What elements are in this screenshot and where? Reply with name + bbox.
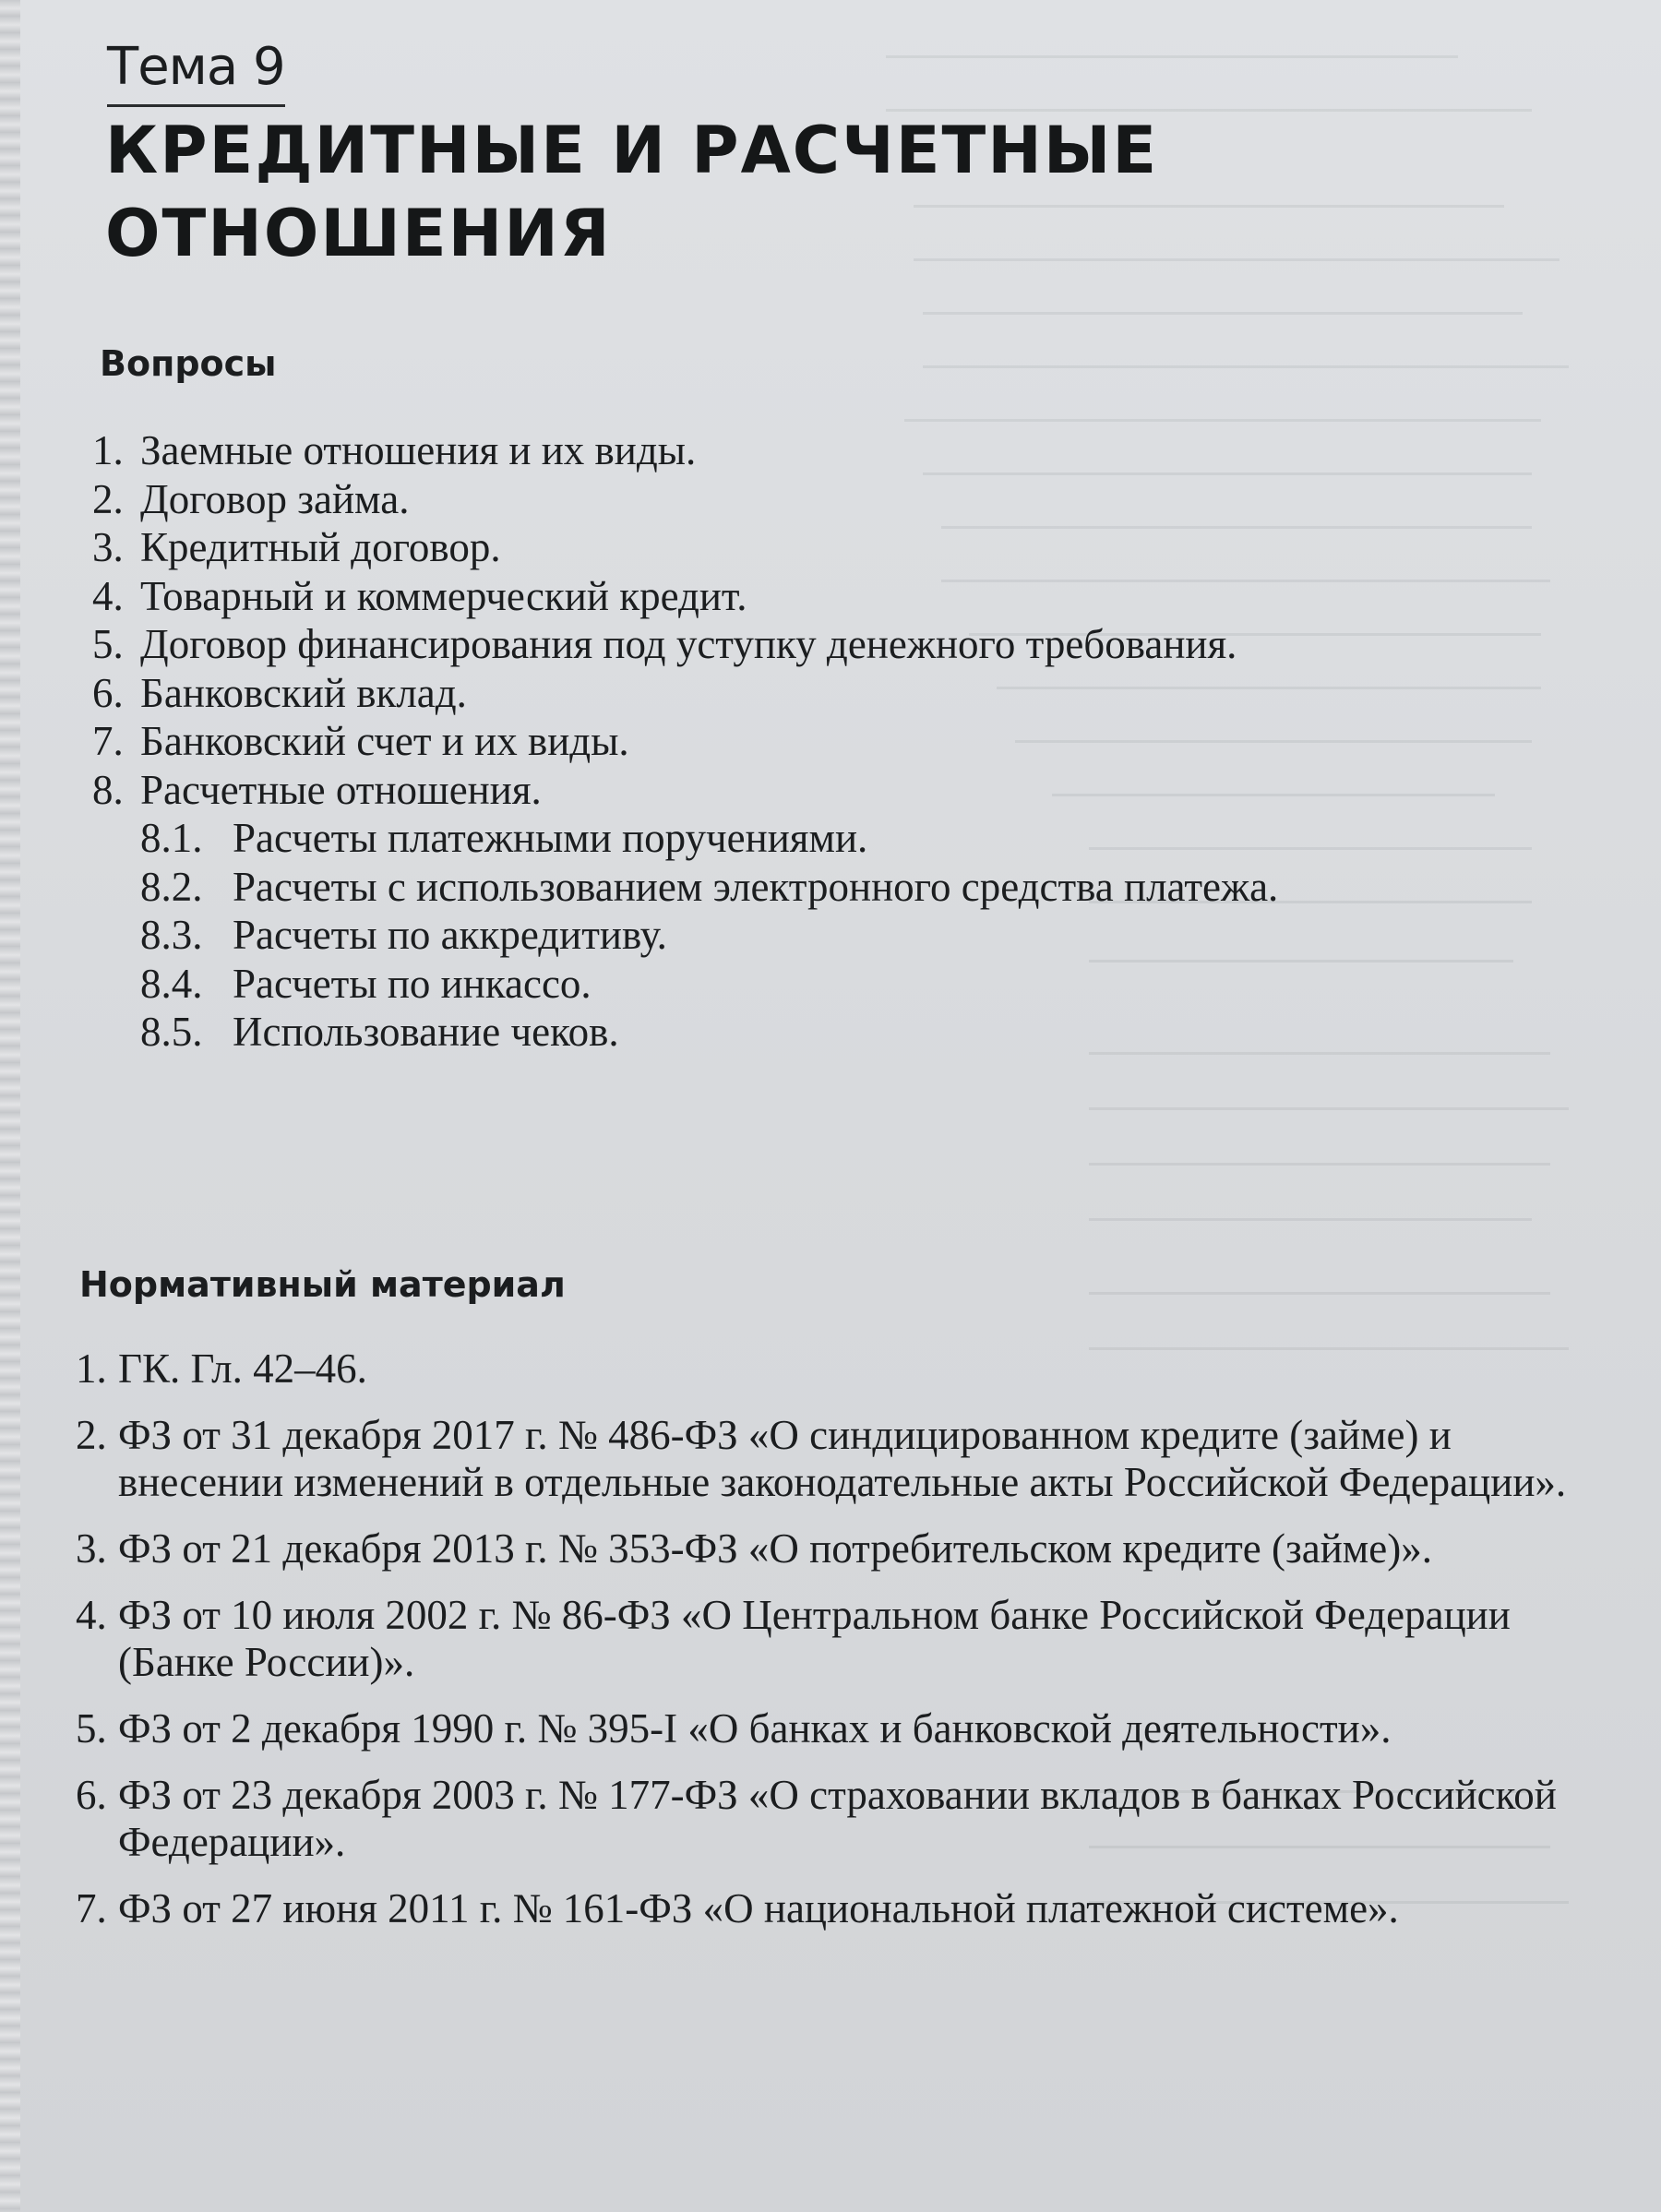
item-text: ФЗ от 27 июня 2011 г. № 161-ФЗ «О национальной платежной системе». [118, 1885, 1399, 1931]
item-text: Расчеты по аккредитиву. [233, 912, 667, 958]
item-text: Заемные отношения и их виды. [140, 427, 697, 473]
list-item [92, 572, 1615, 621]
list-item [76, 1412, 1589, 1506]
list-item [92, 475, 1615, 524]
list-item [92, 766, 1615, 815]
item-number: 4. [92, 572, 124, 619]
item-text: Расчеты платежными поручениями. [233, 815, 868, 861]
item-number: 8.2. [140, 863, 203, 910]
item-text: ФЗ от 10 июля 2002 г. № 86-ФЗ «О Центральном банке Российской Федерации (Банке России)». [118, 1592, 1511, 1685]
list-item [92, 669, 1615, 718]
item-number: 3. [76, 1525, 107, 1572]
item-number: 8.3. [140, 912, 203, 958]
chapter-title [105, 109, 1397, 275]
topic-label: Тема 9 [107, 37, 285, 107]
list-item [76, 1705, 1589, 1752]
item-number: 7. [92, 718, 124, 764]
item-text: ГК. Гл. 42–46. [118, 1345, 367, 1392]
item-text: Договор займа. [140, 475, 410, 522]
item-text: ФЗ от 2 декабря 1990 г. № 395-I «О банках и банковской деятельности». [118, 1705, 1392, 1752]
list-item [92, 426, 1615, 475]
item-text: ФЗ от 31 декабря 2017 г. № 486-ФЗ «О синдицированном кредите (займе) и внесении изменений в отдельные законодательные акты Российской Федерации». [118, 1412, 1567, 1505]
item-number: 5. [76, 1705, 107, 1752]
item-number: 2. [92, 475, 124, 522]
list-item [92, 523, 1615, 572]
sub-list-item [92, 911, 1615, 960]
item-number: 7. [76, 1885, 107, 1931]
sub-list-item [92, 863, 1615, 912]
chapter-title-line-1: КРЕДИТНЫЕ И РАСЧЕТНЫЕ [105, 113, 1159, 188]
questions-heading: Вопросы [100, 343, 277, 384]
normative-heading: Нормативный материал [79, 1264, 566, 1305]
questions-list [92, 426, 1615, 1057]
item-number: 1. [92, 427, 124, 473]
list-item [76, 1885, 1589, 1932]
item-text: Договор финансирования под уступку денежного требования. [140, 621, 1237, 667]
item-text: Расчетные отношения. [140, 766, 542, 813]
item-number: 6. [76, 1772, 107, 1818]
item-number: 5. [92, 621, 124, 667]
list-item [92, 620, 1615, 669]
item-number: 6. [92, 669, 124, 716]
list-item [76, 1525, 1589, 1572]
sub-list-item [92, 814, 1615, 863]
item-number: 8.4. [140, 960, 203, 1007]
item-text: Использование чеков. [233, 1009, 619, 1055]
item-number: 3. [92, 524, 124, 570]
list-item [76, 1345, 1589, 1393]
sub-list-item [92, 960, 1615, 1009]
chapter-title-line-2: ОТНОШЕНИЯ [105, 196, 612, 271]
item-text: ФЗ от 21 декабря 2013 г. № 353-ФЗ «О потребительском кредите (займе)». [118, 1525, 1432, 1572]
item-number: 8.1. [140, 815, 203, 861]
item-text: Расчеты по инкассо. [233, 960, 592, 1007]
list-item [92, 717, 1615, 766]
item-text: Банковский счет и их виды. [140, 718, 629, 764]
item-number: 2. [76, 1412, 107, 1458]
item-text: Расчеты с использованием электронного средства платежа. [233, 863, 1279, 910]
normative-list [76, 1345, 1589, 1952]
item-text: Товарный и коммерческий кредит. [140, 572, 747, 619]
item-number: 4. [76, 1592, 107, 1638]
sub-list-item [92, 1008, 1615, 1057]
list-item [76, 1592, 1589, 1686]
item-text: Кредитный договор. [140, 524, 501, 570]
item-text: ФЗ от 23 декабря 2003 г. № 177-ФЗ «О страховании вкладов в банках Российской Федерации». [118, 1772, 1557, 1865]
item-number: 1. [76, 1345, 107, 1392]
item-number: 8.5. [140, 1009, 203, 1055]
item-number: 8. [92, 766, 124, 813]
list-item [76, 1772, 1589, 1866]
item-text: Банковский вклад. [140, 669, 467, 716]
